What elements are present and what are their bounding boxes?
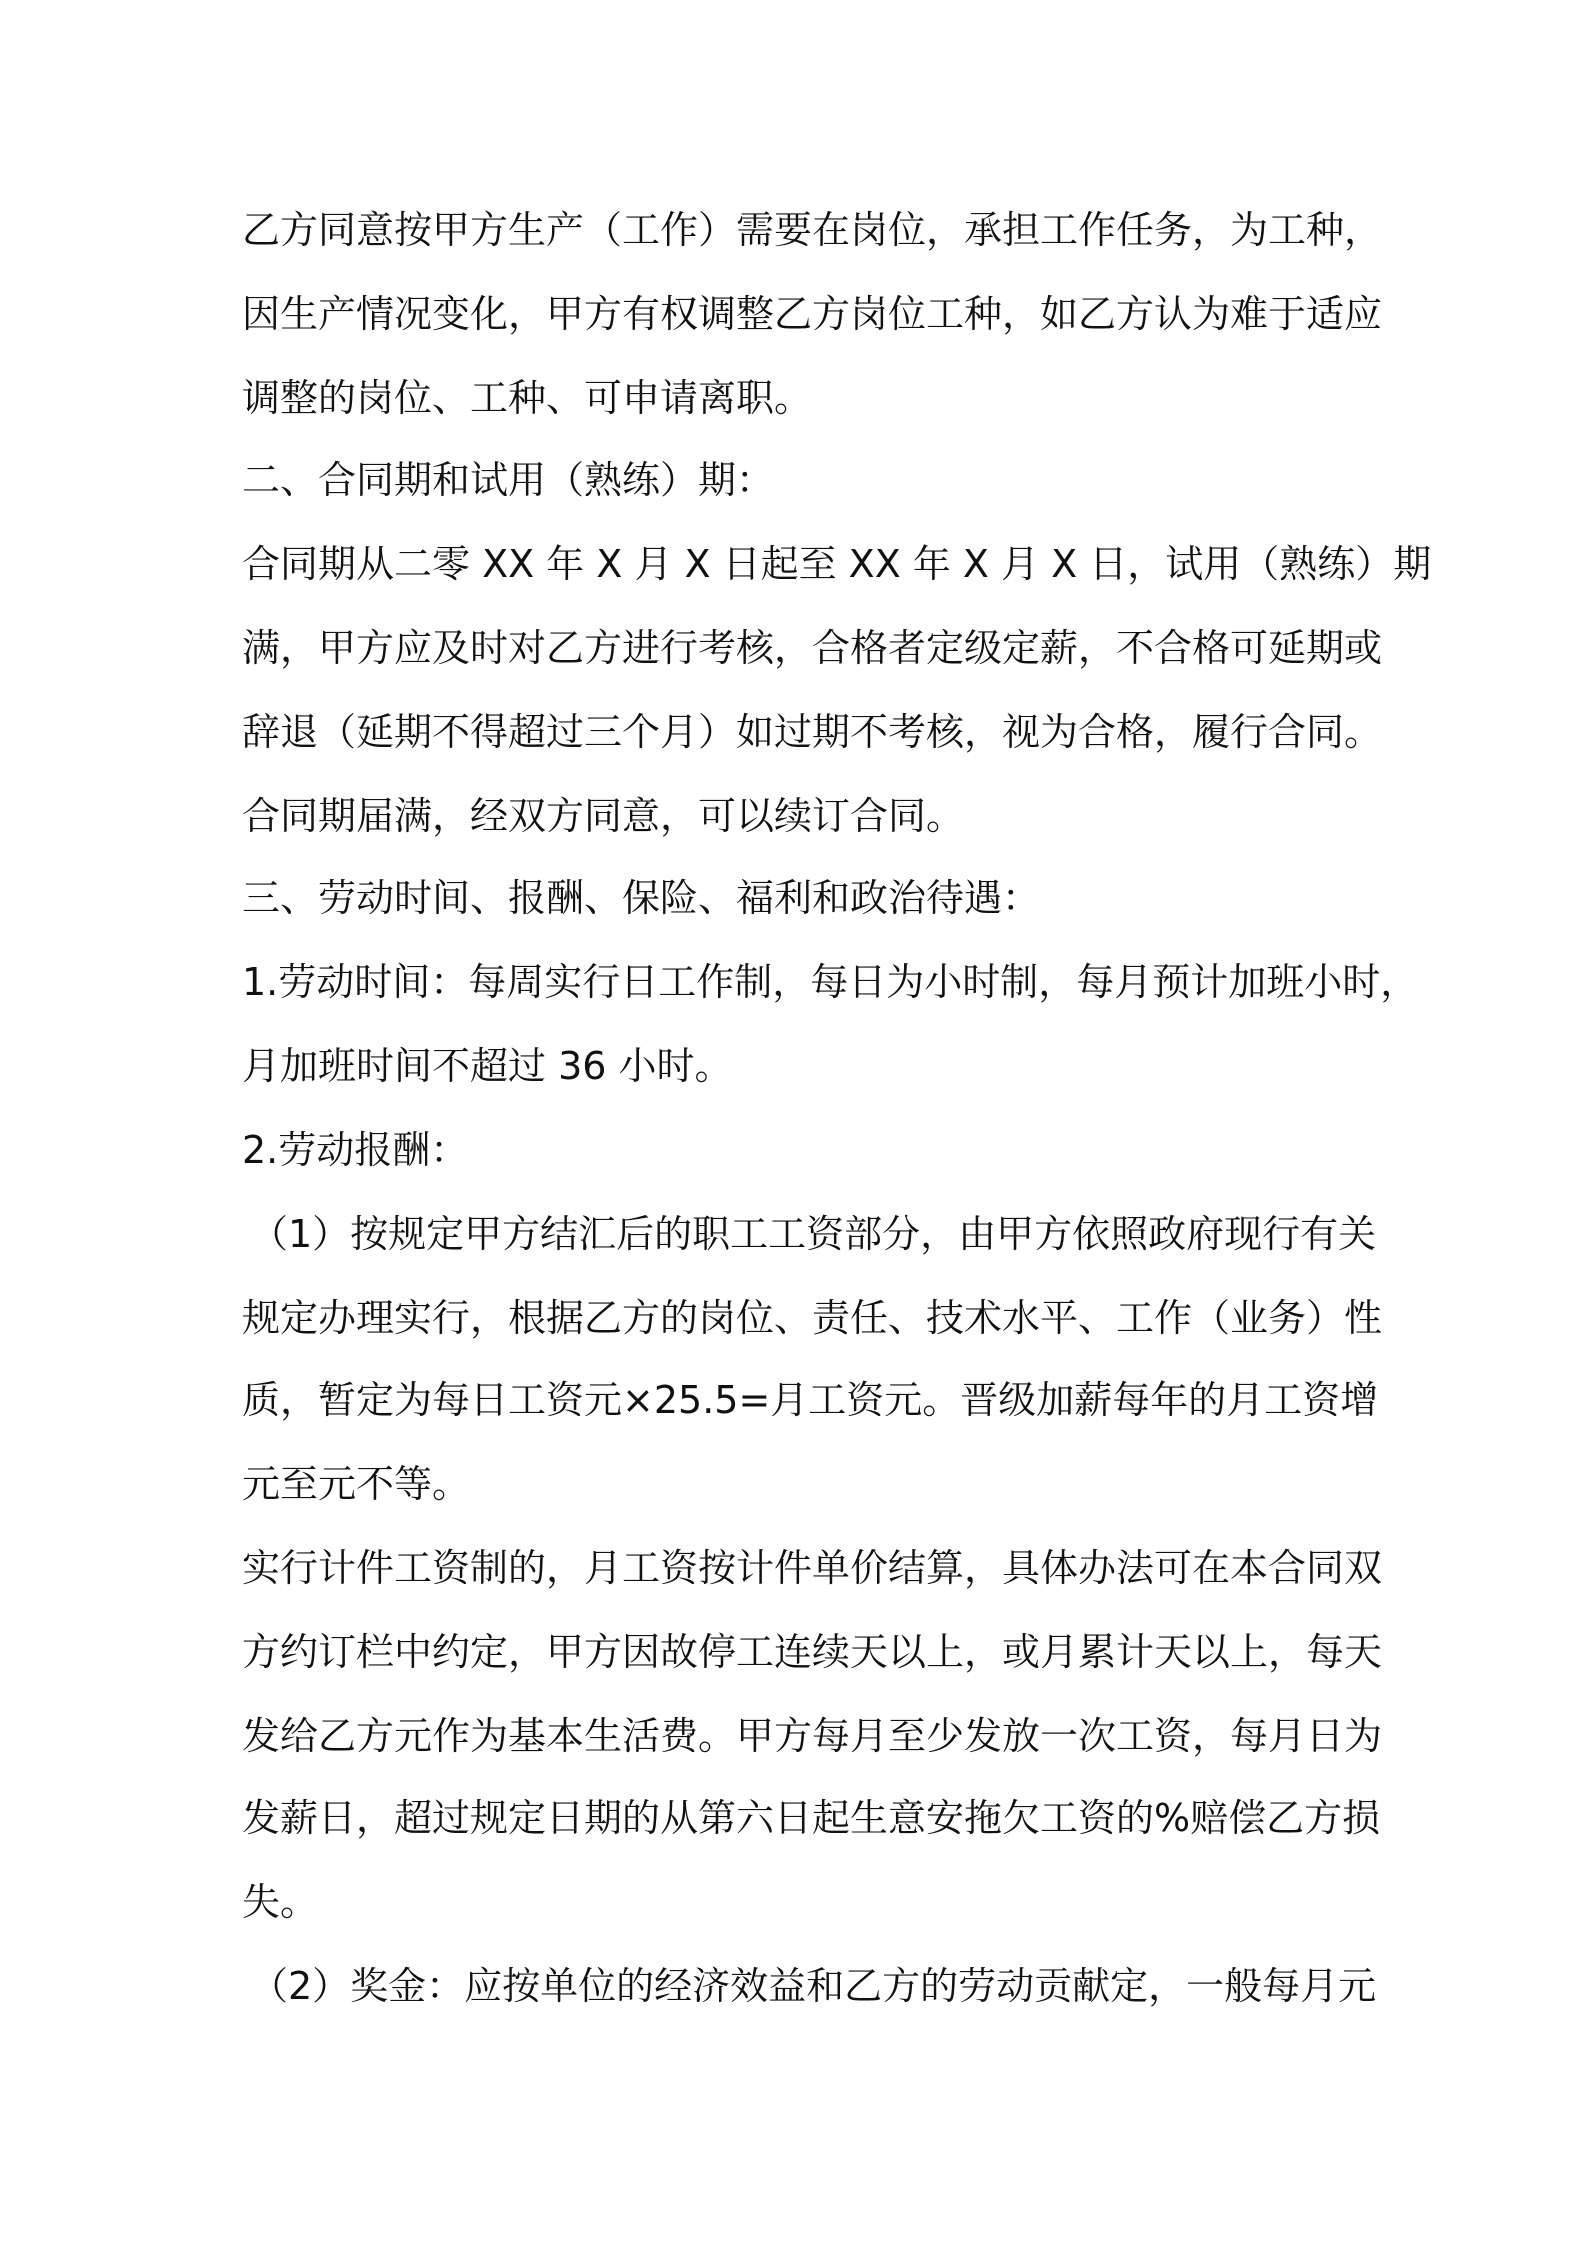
paragraph-line: 失。 — [242, 1880, 319, 1924]
paragraph-line: 因生产情况变化，甲方有权调整乙方岗位工种，如乙方认为难于适应 — [242, 292, 1383, 336]
paragraph-line: 1.劳动时间：每周实行日工作制，每日为小时制，每月预计加班小时， — [242, 960, 1419, 1004]
paragraph-line: 月加班时间不超过 36 小时。 — [242, 1044, 733, 1088]
paragraph-line: 方约订栏中约定，甲方因故停工连续天以上，或月累计天以上，每天 — [242, 1630, 1383, 1674]
paragraph-line: 辞退（延期不得超过三个月）如过期不考核，视为合格，履行合同。 — [242, 710, 1383, 754]
paragraph-line: 规定办理实行，根据乙方的岗位、责任、技术水平、工作（业务）性 — [242, 1296, 1383, 1340]
paragraph-line: 乙方同意按甲方生产（工作）需要在岗位，承担工作任务，为工种， — [242, 208, 1383, 252]
paragraph-line: 实行计件工资制的，月工资按计件单价结算，具体办法可在本合同双 — [242, 1546, 1383, 1590]
paragraph-line: 发给乙方元作为基本生活费。甲方每月至少发放一次工资，每月日为 — [242, 1714, 1383, 1758]
paragraph-line: （2）奖金：应按单位的经济效益和乙方的劳动贡献定，一般每月元 — [250, 1964, 1377, 2008]
subsection-heading: 2.劳动报酬： — [242, 1128, 469, 1172]
paragraph-line: 调整的岗位、工种、可申请离职。 — [242, 376, 813, 420]
section-heading: 二、合同期和试用（熟练）期： — [242, 458, 775, 502]
paragraph-line: 发薪日，超过规定日期的从第六日起生意安拖欠工资的%赔偿乙方损 — [242, 1796, 1381, 1840]
paragraph-line: （1）按规定甲方结汇后的职工工资部分，由甲方依照政府现行有关 — [250, 1212, 1377, 1256]
paragraph-line: 合同期届满，经双方同意，可以续订合同。 — [242, 794, 965, 838]
paragraph-line: 质，暂定为每日工资元×25.5=月工资元。晋级加薪每年的月工资增 — [242, 1378, 1379, 1422]
paragraph-line: 满，甲方应及时对乙方进行考核，合格者定级定薪，不合格可延期或 — [242, 626, 1383, 670]
paragraph-line: 元至元不等。 — [242, 1462, 471, 1506]
paragraph-line: 合同期从二零 XX 年 X 月 X 日起至 XX 年 X 月 X 日，试用（熟练）期 — [242, 542, 1432, 586]
section-heading: 三、劳动时间、报酬、保险、福利和政治待遇： — [242, 876, 1041, 920]
